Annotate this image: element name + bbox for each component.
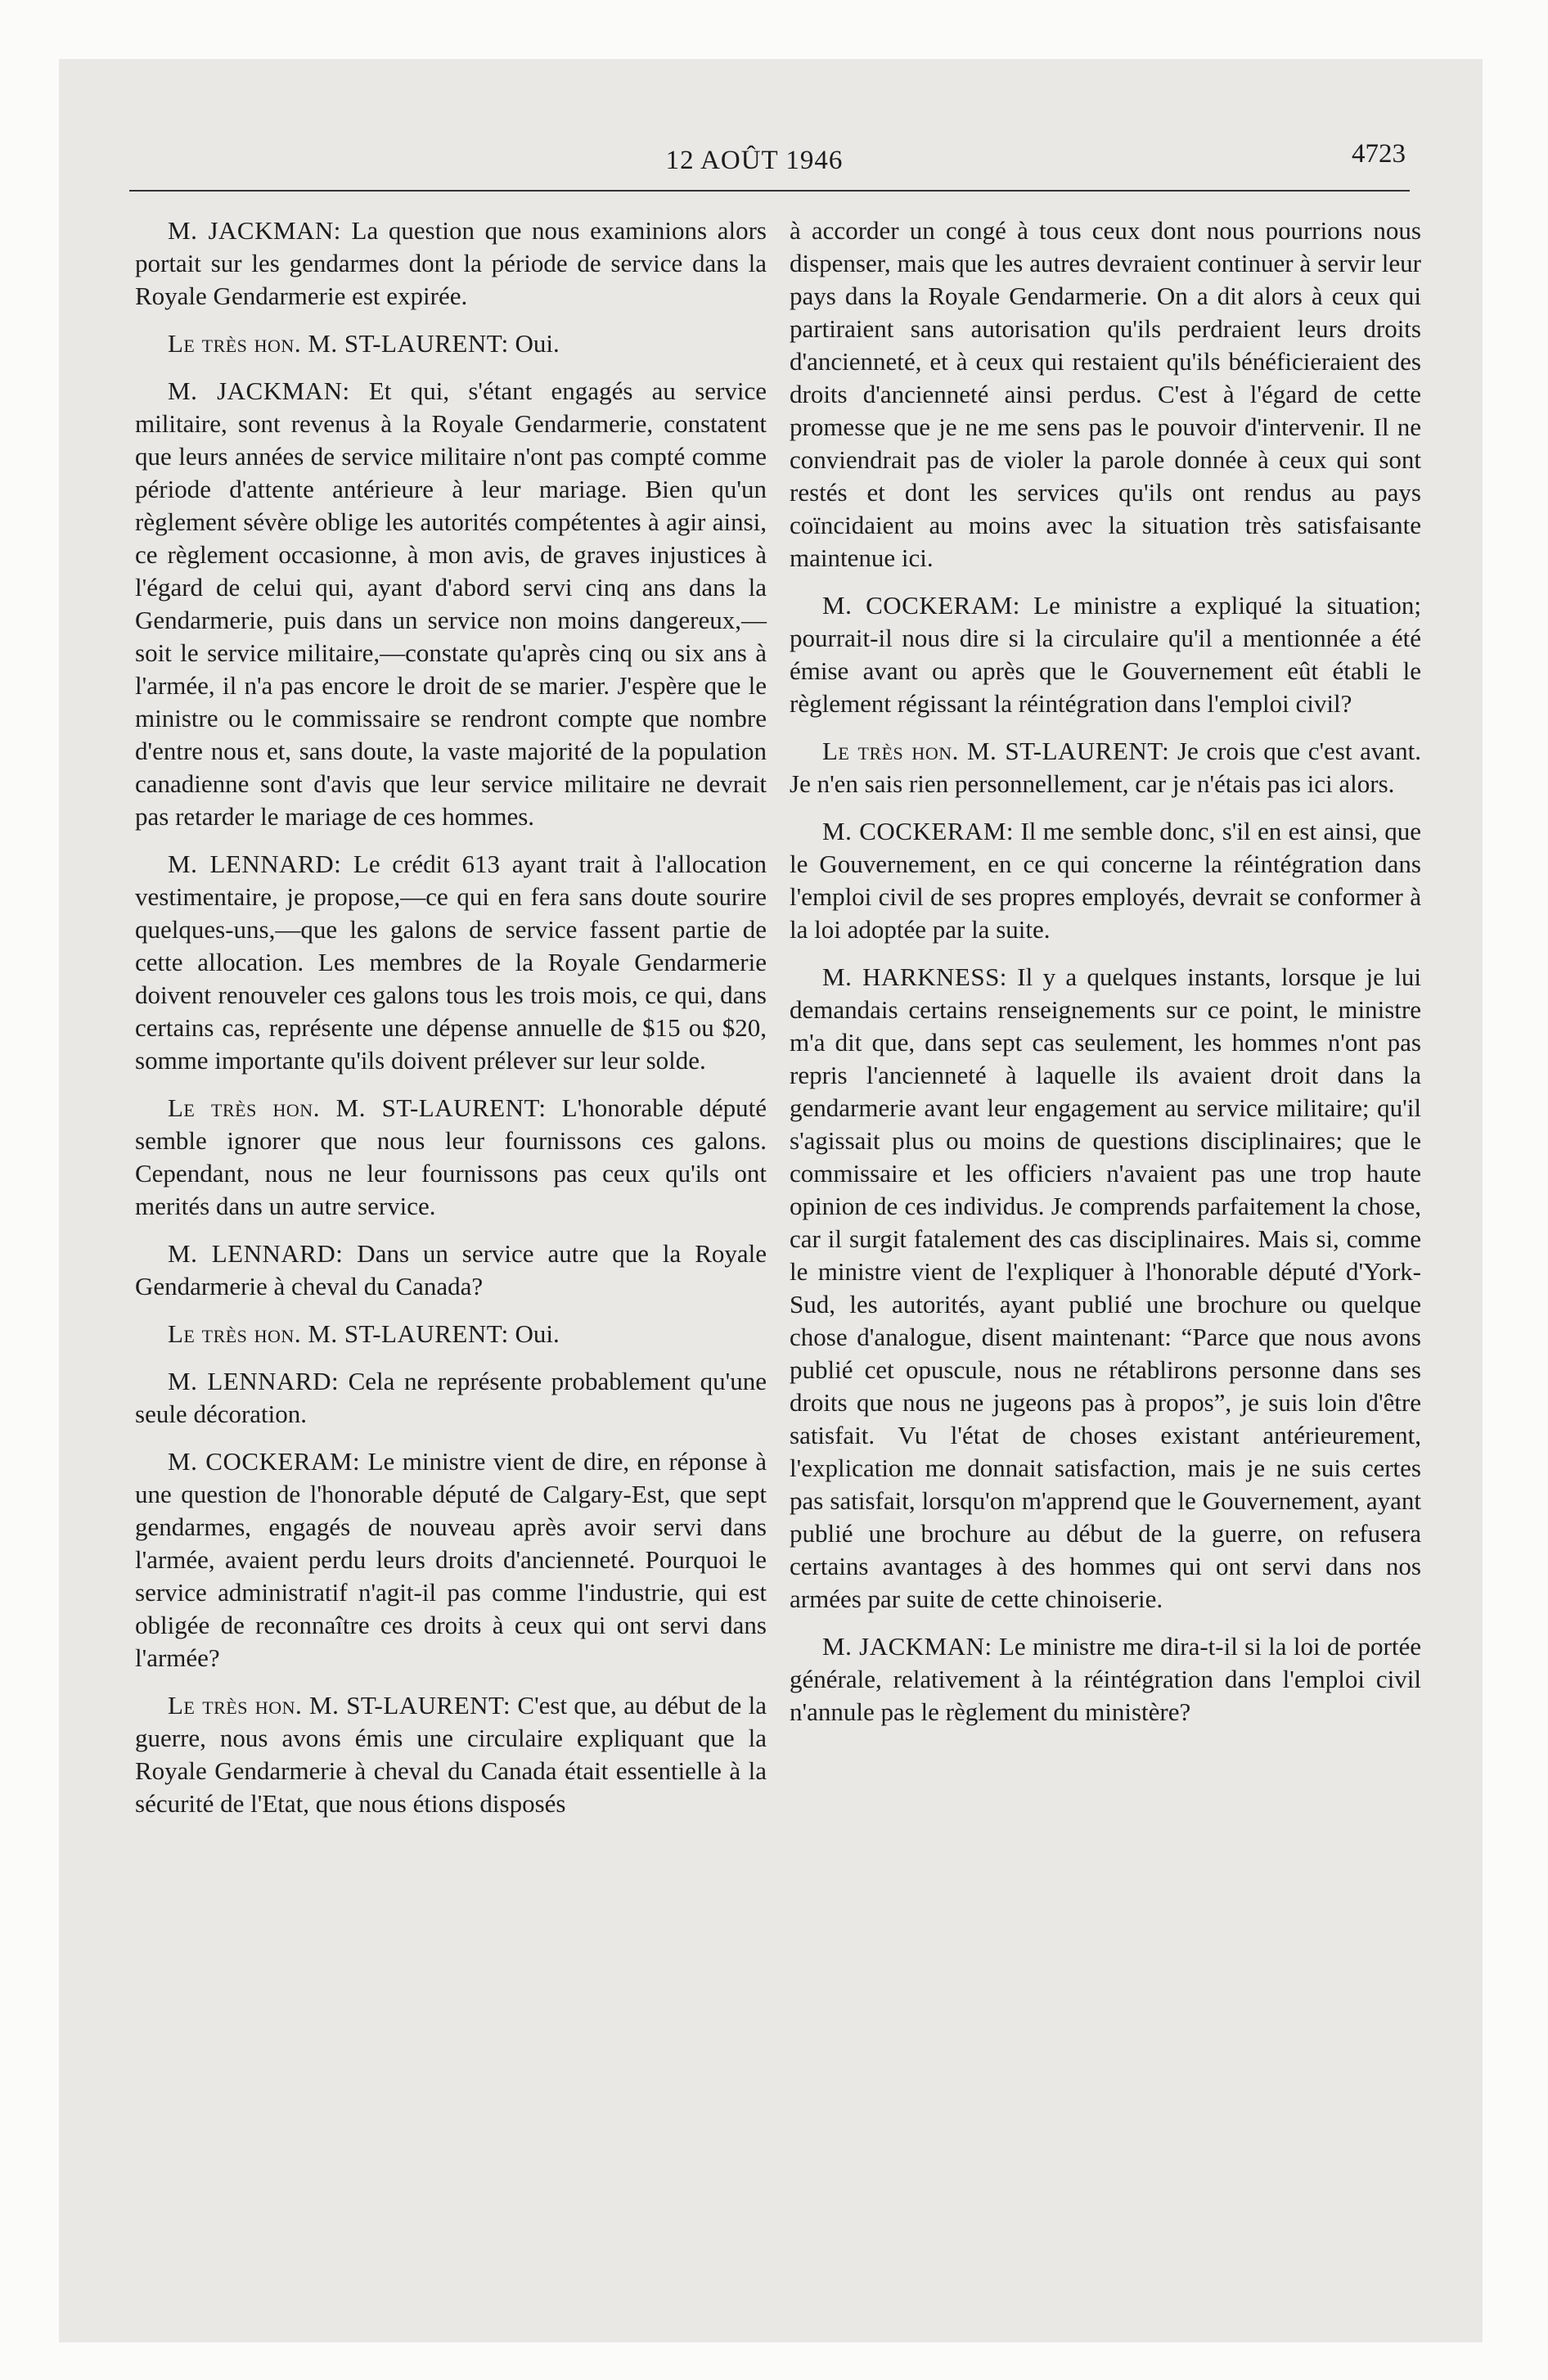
paragraph [790, 1630, 1421, 1729]
paragraph [135, 214, 767, 313]
speech-text: Le ministre vient de dire, en réponse à une question de l'honorable député de Calgary-Est, que sept gendarmes, engagés de nouveau après avoir servi dans l'armée, avaient perdu leurs droits d'ancienneté. Pourquoi le service administratif n'agit-il pas comme l'industrie, qui est obligée de reconnaître ces droits à ceux qui ont servi dans l'armée? [135, 1447, 767, 1672]
speech-text: C'est que, au début de la guerre, nous avons émis une circulaire expliquant que la Royale Gendarmerie à cheval du Canada était essentielle à la sécurité de l'Etat, que nous étions disposés [135, 1691, 767, 1818]
paragraph [135, 375, 767, 833]
speaker-name: M. LENNARD: [168, 1367, 340, 1395]
speaker-name: Le très hon. M. ST-LAURENT: [168, 329, 509, 358]
paragraph [790, 589, 1421, 720]
speech-text: Oui. [508, 1319, 560, 1348]
paragraph [135, 1365, 767, 1431]
page-date: 12 AOÛT 1946 [665, 146, 844, 175]
paragraph [790, 214, 1421, 575]
speech-text: à accorder un congé à tous ceux dont nous pourrions nous dispenser, mais que les autres devraient continuer à servir leur pays dans la Royale Gendarmerie. On a dit alors à ceux qui partiraient sans autorisation qu'ils perdraient leurs droits d'ancienneté, et à ceux qui restaient qu'ils bénéficieraient des droits d'ancienneté ainsi perdus. C'est à l'égard de cette promesse que je ne me sens pas le pouvoir d'intervenir. Il ne conviendrait pas de violer la parole donnée à ceux qui sont restés et dont les services qu'ils ont rendus au pays coïncidaient au moins avec la situation très satisfaisante maintenue ici. [790, 216, 1421, 572]
speech-text: Il me semble donc, s'il en est ainsi, que le Gouvernement, en ce qui concerne la réintégration dans l'emploi civil de ses propres employés, devrait se conformer à la loi adoptée par la suite. [790, 817, 1421, 944]
page-number: 4723 [1352, 139, 1406, 169]
paragraph [790, 735, 1421, 800]
speech-text: Dans un service autre que la Royale Gendarmerie à cheval du Canada? [135, 1239, 767, 1300]
paragraph [135, 1445, 767, 1675]
paragraph [135, 1092, 767, 1223]
paragraph [135, 1237, 767, 1303]
speaker-name: Le très hon. M. ST-LAURENT: [168, 1691, 511, 1720]
header-rule [129, 190, 1410, 192]
speech-text: Oui. [508, 329, 560, 358]
paragraph [135, 848, 767, 1077]
speaker-name: M. LENNARD: [168, 1239, 344, 1268]
speaker-name: Le très hon. M. ST-LAURENT: [168, 1319, 509, 1348]
speech-text: Il y a quelques instants, lorsque je lui demandais certains renseignements sur ce point, le ministre m'a dit que, dans sept cas seulement, les hommes n'ont pas repris l'ancienneté à laquelle ils avaient droit dans la gendarmerie avant leur engagement au service militaire; qu'il s'agissait plus ou moins de questions disciplinaires; que le commissaire et les officiers n'avaient pas une trop haute opinion de ces individus. Je comprends parfaitement la chose, car il surgit fatalement des cas disciplinaires. Mais si, comme le ministre vient de l'expliquer à l'honorable député d'York-Sud, les autorités, ayant publié une brochure ou quelque chose d'analogue, disent maintenant: “Parce que nous avons publié cet opuscule, nous ne rétablirons personne dans ses droits que nous ne jugeons pas à propos”, je suis loin d'être satisfait. Vu l'état de choses existant antérieurement, l'explication me donnait satisfaction, mais je ne suis certes pas satisfait, lorsqu'on m'apprend que le Gouvernement, ayant publié une brochure au début de la guerre, on refusera certains avantages à des hommes qui ont servi dans nos armées par suite de cette chinoiserie. [790, 962, 1421, 1613]
speech-text: Cela ne représente probablement qu'une seule décoration. [135, 1367, 767, 1428]
speech-text: Je crois que c'est avant. Je n'en sais rien personnellement, car je n'étais pas ici alors. [790, 737, 1421, 798]
left-column [135, 214, 767, 1835]
paragraph [135, 327, 767, 360]
speaker-name: M. JACKMAN: [168, 216, 341, 245]
speaker-name: M. HARKNESS: [822, 962, 1007, 991]
speaker-name: M. COCKERAM: [822, 591, 1020, 620]
paragraph [790, 961, 1421, 1616]
speech-text: Le crédit 613 ayant trait à l'allocation vestimentaire, je propose,—ce qui en fera sans doute sourire quelques-uns,—que les galons de service fassent partie de cette allocation. Les membres de la Royale Gendarmerie doivent renouveler ces galons tous les trois mois, ce qui, dans certains cas, représente une dépense annuelle de $15 ou $20, somme importante qu'ils doivent prélever sur leur solde. [135, 850, 767, 1075]
speaker-name: Le très hon. M. ST-LAURENT: [822, 737, 1170, 765]
paragraph [790, 815, 1421, 946]
speaker-name: M. JACKMAN: [168, 376, 350, 405]
speech-text: La question que nous examinions alors portait sur les gendarmes dont la période de service dans la Royale Gendarmerie est expirée. [135, 216, 767, 310]
paragraph [135, 1689, 767, 1820]
speech-text: Le ministre me dira-t-il si la loi de portée générale, relativement à la réintégration dans l'emploi civil n'annule pas le règlement du ministère? [790, 1632, 1421, 1726]
speaker-name: Le très hon. M. ST-LAURENT: [168, 1093, 547, 1122]
speaker-name: M. LENNARD: [168, 850, 342, 878]
speech-text: Le ministre a expliqué la situation; pourrait-il nous dire si la circulaire qu'il a mentionnée a été émise avant ou après que le Gouvernement eût établi le règlement régissant la réintégration dans l'emploi civil? [790, 591, 1421, 718]
speaker-name: M. COCKERAM: [168, 1447, 361, 1476]
right-column [790, 214, 1421, 1743]
paragraph [135, 1318, 767, 1350]
speaker-name: M. JACKMAN: [822, 1632, 992, 1661]
speaker-name: M. COCKERAM: [822, 817, 1015, 845]
speech-text: Et qui, s'étant engagés au service militaire, sont revenus à la Royale Gendarmerie, constatent que leurs années de service militaire n'ont pas compté comme période d'attente antérieure à leur mariage. Bien qu'un règlement sévère oblige les autorités compétentes à agir ainsi, ce règlement occasionne, à mon avis, de graves injustices à l'égard de celui qui, ayant d'abord servi cinq ans dans la Gendarmerie, puis dans un service non moins dangereux,—soit le service militaire,—constate qu'après cinq ou six ans à l'armée, il n'a pas encore le droit de se marier. J'espère que le ministre ou le commissaire se rendront compte que nombre d'entre nous et, sans doute, la vaste majorité de la population canadienne sont d'avis que leur service militaire ne devrait pas retarder le mariage de ces hommes. [135, 376, 767, 831]
speech-text: L'honorable député semble ignorer que nous leur fournissons ces galons. Cependant, nous ne leur fournissons pas ceux qu'ils ont merités dans un autre service. [135, 1093, 767, 1220]
